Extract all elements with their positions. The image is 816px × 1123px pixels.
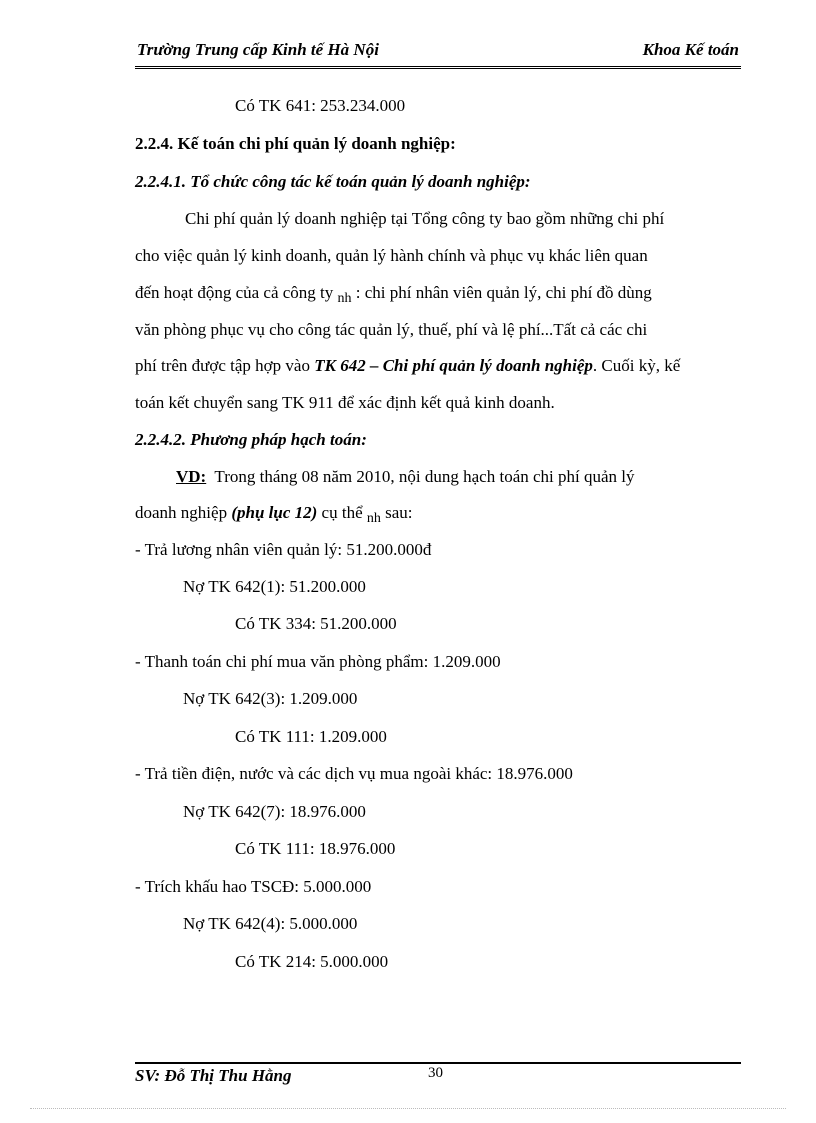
credit-entry: Có TK 334: 51.200.000 (235, 614, 397, 633)
page-header (135, 36, 741, 69)
example-label: VD: (176, 467, 207, 486)
account-reference: TK 642 – Chi phí quản lý doanh nghiệp (314, 356, 593, 375)
example-text: sau: (385, 503, 413, 522)
paragraph-text: . Cuối kỳ, kế (592, 356, 681, 375)
paragraph-text: : chi phí nhân viên quản lý, chi phí đồ dùng (355, 283, 652, 302)
entry-description: - Trích khấu hao TSCĐ: 5.000.000 (135, 877, 372, 896)
entry-description: - Trả lương nhân viên quản lý: 51.200.000đ (135, 540, 432, 559)
paragraph-line (135, 283, 652, 306)
paragraph-line: toán kết chuyển sang TK 911 để xác định kết quả kinh doanh. (135, 393, 555, 412)
header-department: Khoa Kế toán (642, 40, 739, 59)
appendix-reference: (phụ lục 12) (231, 503, 318, 522)
example-line (176, 467, 635, 487)
example-text-small: nh (366, 511, 381, 526)
paragraph-line (135, 356, 680, 376)
page-bottom-border (30, 1108, 786, 1109)
credit-entry: Có TK 214: 5.000.000 (235, 952, 389, 971)
debit-entry: Nợ TK 642(1): 51.200.000 (183, 577, 366, 596)
example-line (135, 503, 413, 526)
example-text: cụ thể (321, 503, 363, 522)
paragraph-text-small: nh (337, 291, 352, 306)
subsection-heading: 2.2.4.1. Tổ chức công tác kế toán quản lý doanh nghiệp: (135, 172, 531, 191)
footer-student-name: SV: Đỗ Thị Thu Hằng (135, 1066, 292, 1085)
entry-line: Có TK 641: 253.234.000 (235, 96, 406, 115)
debit-entry: Nợ TK 642(7): 18.976.000 (183, 802, 366, 821)
page-number: 30 (428, 1065, 443, 1081)
credit-entry: Có TK 111: 1.209.000 (235, 727, 387, 746)
paragraph-line: cho việc quản lý kinh doanh, quản lý hành chính và phục vụ khác liên quan (135, 246, 648, 265)
debit-entry: Nợ TK 642(4): 5.000.000 (183, 914, 358, 933)
footer-rule (135, 1062, 741, 1064)
paragraph-line: văn phòng phục vụ cho công tác quản lý, thuế, phí và lệ phí...Tất cả các chi (135, 320, 648, 339)
credit-entry: Có TK 111: 18.976.000 (235, 839, 396, 858)
header-school-name: Trường Trung cấp Kinh tế Hà Nội (137, 40, 379, 59)
subsection-heading: 2.2.4.2. Phương pháp hạch toán: (135, 430, 367, 449)
paragraph-text: phí trên được tập hợp vào (135, 356, 310, 375)
paragraph-text: đến hoạt động của cả công ty (135, 283, 334, 302)
entry-description: - Trả tiền điện, nước và các dịch vụ mua ngoài khác: 18.976.000 (135, 764, 573, 783)
debit-entry: Nợ TK 642(3): 1.209.000 (183, 689, 358, 708)
example-text: doanh nghiệp (135, 503, 228, 522)
paragraph-line: Chi phí quản lý doanh nghiệp tại Tổng công ty bao gồm những chi phí (185, 209, 665, 228)
section-heading: 2.2.4. Kế toán chi phí quản lý doanh nghiệp: (135, 134, 456, 153)
example-text: Trong tháng 08 năm 2010, nội dung hạch toán chi phí quản lý (214, 467, 635, 486)
entry-description: - Thanh toán chi phí mua văn phòng phẩm: 1.209.000 (135, 652, 501, 671)
